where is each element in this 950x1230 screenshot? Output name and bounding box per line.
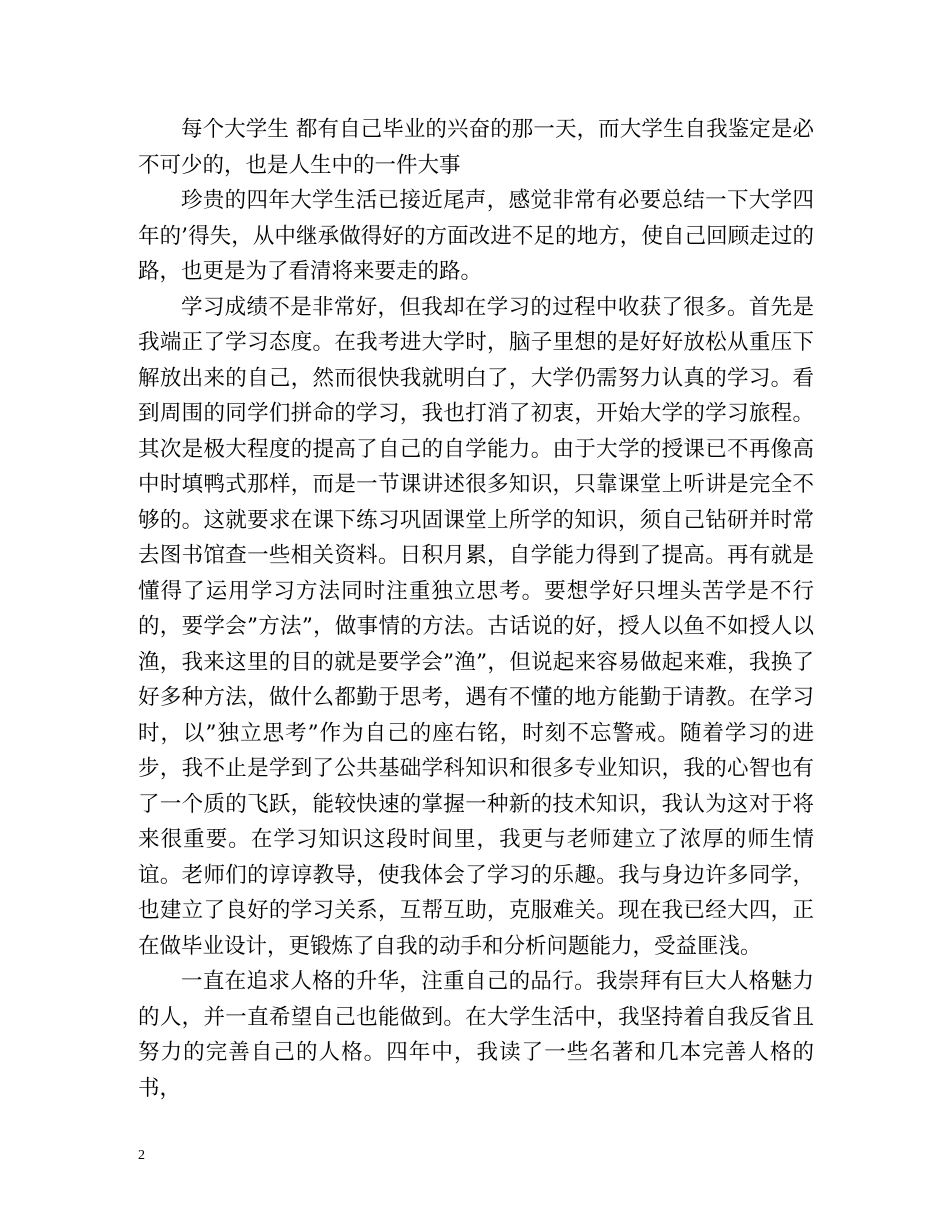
- page-number: 2: [138, 1148, 145, 1163]
- paragraph-study: 学习成绩不是非常好，但我却在学习的过程中收获了很多。首先是我端正了学习态度。在我考进大学时，脑子里想的是好好放松从重压下解放出来的自己，然而很快我就明白了，大学仍需努力认真的学习。看到周围的同学们拼命的学习，我也打消了初衷，开始大学的学习旅程。其次是极大程度的提高了自己的自学能力。由于大学的授课已不再像高中时填鸭式那样，而是一节课讲述很多知识，只靠课堂上听讲是完全不够的。这就要求在课下练习巩固课堂上所学的知识，须自己钻研并时常去图书馆查一些相关资料。日积月累，自学能力得到了提高。再有就是懂得了运用学习方法同时注重独立思考。要想学好只埋头苦学是不行的，要学会”方法”，做事情的方法。古话说的好，授人以鱼不如授人以渔，我来这里的目的就是要学会”渔”，但说起来容易做起来难，我换了好多种方法，做什么都勤于思考，遇有不懂的地方能勤于请教。在学习时，以”独立思考”作为自己的座右铭，时刻不忘警戒。随着学习的进步，我不止是学到了公共基础学科知识和很多专业知识，我的心智也有了一个质的飞跃，能较快速的掌握一种新的技术知识，我认为这对于将来很重要。在学习知识这段时间里，我更与老师建立了浓厚的师生情谊。老师们的谆谆教导，使我体会了学习的乐趣。我与身边许多同学，也建立了良好的学习关系，互帮互助，克服难关。现在我已经大四，正在做毕业设计，更锻炼了自我的动手和分析问题能力，受益匪浅。: [138, 294, 814, 959]
- paragraph-character: 一直在追求人格的升华，注重自己的品行。我崇拜有巨大人格魅力的人，并一直希望自己也能做到。在大学生活中，我坚持着自我反省且努力的完善自己的人格。四年中，我读了一些名著和几本完善人格的书，: [138, 969, 814, 1101]
- paragraph-intro: 每个大学生 都有自己毕业的兴奋的那一天，而大学生自我鉴定是必不可少的，也是人生中的一件大事: [138, 117, 814, 178]
- document-body: [138, 112, 814, 1106]
- paragraph-summary: 珍贵的四年大学生活已接近尾声，感觉非常有必要总结一下大学四年的’得失，从中继承做得好的方面改进不足的地方，使自己回顾走过的路，也更是为了看清将来要走的路。: [138, 188, 814, 284]
